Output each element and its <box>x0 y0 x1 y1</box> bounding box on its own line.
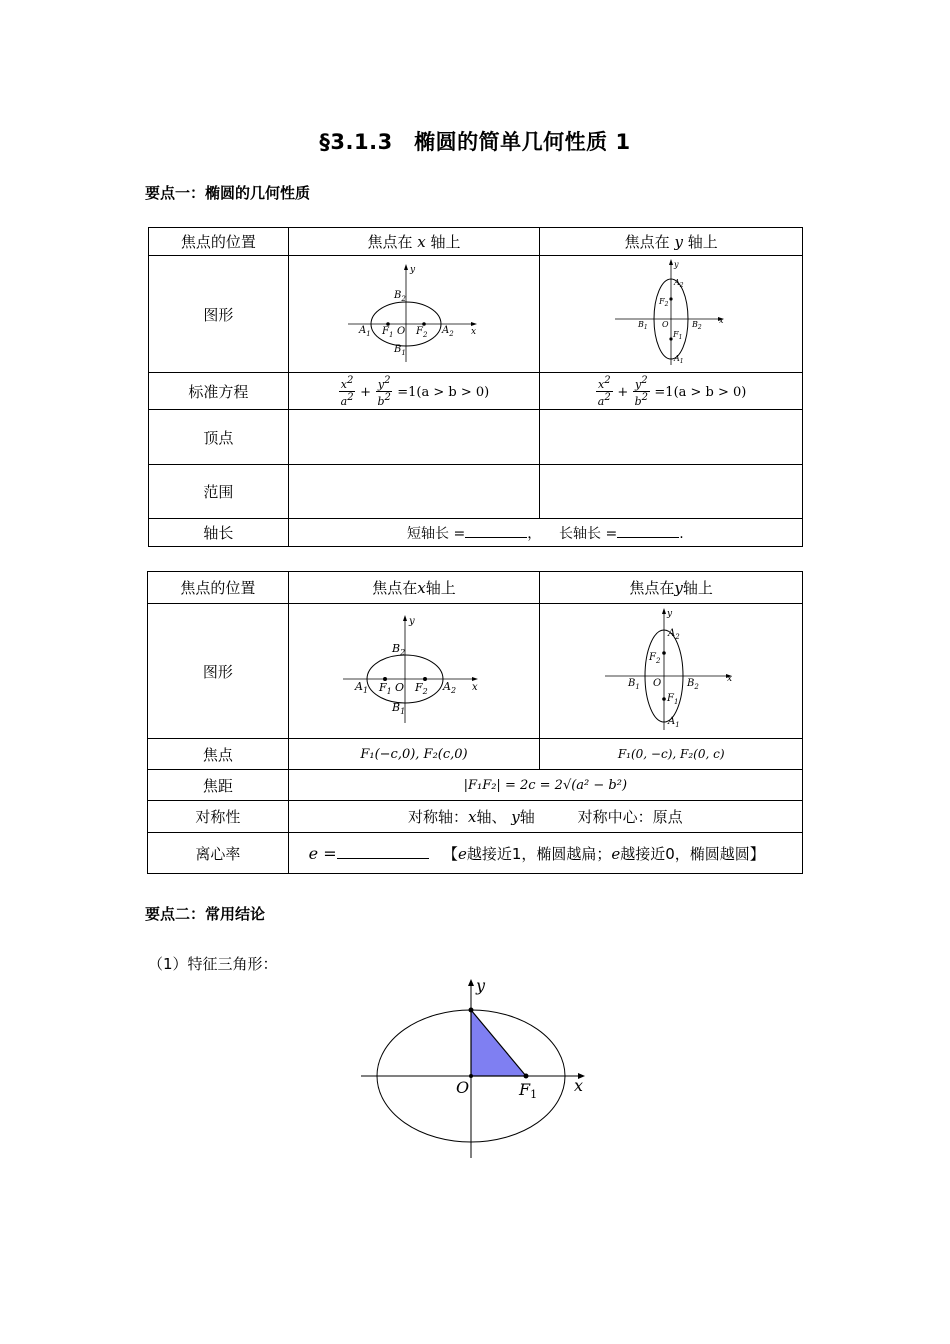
svg-text:A2: $A_2$ <box>674 278 684 289</box>
eccentricity-value: e = 【e越接近1，椭圆越扁；e越接近0，椭圆越圆】 <box>288 833 802 874</box>
x-axis-label: x <box>574 1076 584 1095</box>
row-label-graph: 图形 <box>148 604 289 739</box>
header-focus-y: 焦点在 y 轴上 <box>540 228 803 256</box>
svg-text:y: y <box>408 616 415 627</box>
svg-text:B1: $B_1$ <box>394 344 406 357</box>
ellipse-vertical-figure <box>611 257 731 367</box>
svg-text:F2: $F_2$ <box>416 326 428 339</box>
svg-text:A2: $A_2$ <box>442 680 457 695</box>
focal-distance-value: |F₁F₂| = 2c = 2√(a² − b²) <box>288 770 802 801</box>
row-label-focus: 焦点 <box>148 739 289 770</box>
range-y-cell <box>540 465 803 519</box>
symmetry-value: 对称轴：x轴、 y轴 对称中心：原点 <box>288 801 802 833</box>
vertex-y-cell <box>540 410 803 465</box>
svg-text:B1: $B_1$ <box>628 678 640 691</box>
svg-text:B2: $B_2$ <box>692 320 702 331</box>
row-label-symmetry: 对称性 <box>148 801 289 833</box>
ellipse-y-diagram-1 <box>540 256 803 373</box>
svg-text:x: x <box>727 674 733 684</box>
ellipse-horizontal-figure <box>339 613 489 725</box>
page-title: §3.1.3 椭圆的简单几何性质 1 <box>319 130 631 154</box>
focus-y-value: F₁(0, −c), F₂(0, c) <box>540 739 803 770</box>
header-focus-x: 焦点在 x 轴上 <box>288 228 540 256</box>
row-label-range: 范围 <box>149 465 289 519</box>
svg-text:A1: $A_1$ <box>674 354 684 365</box>
svg-text:A2: $A_2$ <box>442 325 454 338</box>
row-label-graph: 图形 <box>149 256 289 373</box>
svg-text:A1: $A_1$ <box>359 325 371 338</box>
section2-heading: 要点二：常用结论 <box>145 905 266 923</box>
axis-length-cell: 短轴长 = ， 长轴长 = . <box>288 519 802 547</box>
svg-text:y: y <box>667 609 673 619</box>
svg-text:A1: $A_1$ <box>354 680 369 695</box>
section1-heading: 要点一：椭圆的几何性质 <box>145 184 311 202</box>
svg-text:F2: $F_2$ <box>659 297 669 308</box>
item-characteristic-triangle: （1）特征三角形： <box>148 955 278 973</box>
svg-text:x: x <box>719 316 724 325</box>
header-focus-y: 焦点在y轴上 <box>540 572 803 604</box>
origin-label: O <box>456 1078 470 1097</box>
vertex-x-cell <box>288 410 540 465</box>
focus-label: F1 <box>519 1080 538 1101</box>
row-label-standard-equation: 标准方程 <box>149 373 289 410</box>
focus-x-value: F₁(−c,0), F₂(c,0) <box>288 739 540 770</box>
svg-text:F2: $F_2$ <box>414 681 428 696</box>
svg-text:A2: $A_2$ <box>668 628 680 641</box>
standard-equation-x: $\frac{x2}{a2}$ + $\frac{y2}{b2}$ =1(a > b > 0) <box>288 373 540 410</box>
header-focus-position: 焦点的位置 <box>149 228 289 256</box>
header-focus-x: 焦点在x轴上 <box>288 572 540 604</box>
svg-text:B1: $B_1$ <box>638 320 648 331</box>
svg-text:F1: $F_1$ <box>382 326 394 339</box>
characteristic-triangle <box>471 1010 526 1076</box>
row-label-focal-distance: 焦距 <box>148 770 289 801</box>
svg-text:O: O <box>662 320 669 329</box>
y-axis-label: y <box>476 976 486 995</box>
svg-text:A1: $A_1$ <box>668 716 680 729</box>
svg-text:x: x <box>471 682 478 693</box>
ellipse-properties-table-2 <box>147 571 803 874</box>
svg-text:O: O <box>397 326 406 337</box>
row-label-axis-length: 轴长 <box>149 519 289 547</box>
svg-text:F1: $F_1$ <box>673 330 683 341</box>
svg-text:F1: $F_1$ <box>378 681 392 696</box>
svg-text:O: O <box>653 678 662 689</box>
svg-text:B2: $B_2$ <box>391 642 406 657</box>
header-focus-position: 焦点的位置 <box>148 572 289 604</box>
svg-text:F2: $F_2$ <box>649 652 661 665</box>
ellipse-y-diagram-2 <box>540 604 803 739</box>
ellipse-x-diagram-2 <box>288 604 540 739</box>
characteristic-triangle-figure <box>355 975 595 1165</box>
ellipse-x-diagram-1 <box>288 256 540 373</box>
row-label-vertex: 顶点 <box>149 410 289 465</box>
svg-text:x: x <box>471 327 477 337</box>
svg-text:y: y <box>674 260 679 269</box>
svg-text:F1: $F_1$ <box>667 693 679 706</box>
row-label-eccentricity: 离心率 <box>148 833 289 874</box>
standard-equation-y: $\frac{x2}{a2}$ + $\frac{y2}{b2}$ =1(a > b > 0) <box>540 373 803 410</box>
svg-text:O: O <box>394 681 405 694</box>
svg-text:B2: $B_2$ <box>687 678 699 691</box>
svg-text:B2: $B_2$ <box>394 290 406 303</box>
svg-text:B1: $B_1$ <box>391 701 406 716</box>
ellipse-properties-table-1 <box>148 227 803 547</box>
ellipse-horizontal-figure <box>344 260 484 364</box>
range-x-cell <box>288 465 540 519</box>
svg-text:y: y <box>410 265 416 275</box>
ellipse-vertical-figure <box>601 606 741 732</box>
